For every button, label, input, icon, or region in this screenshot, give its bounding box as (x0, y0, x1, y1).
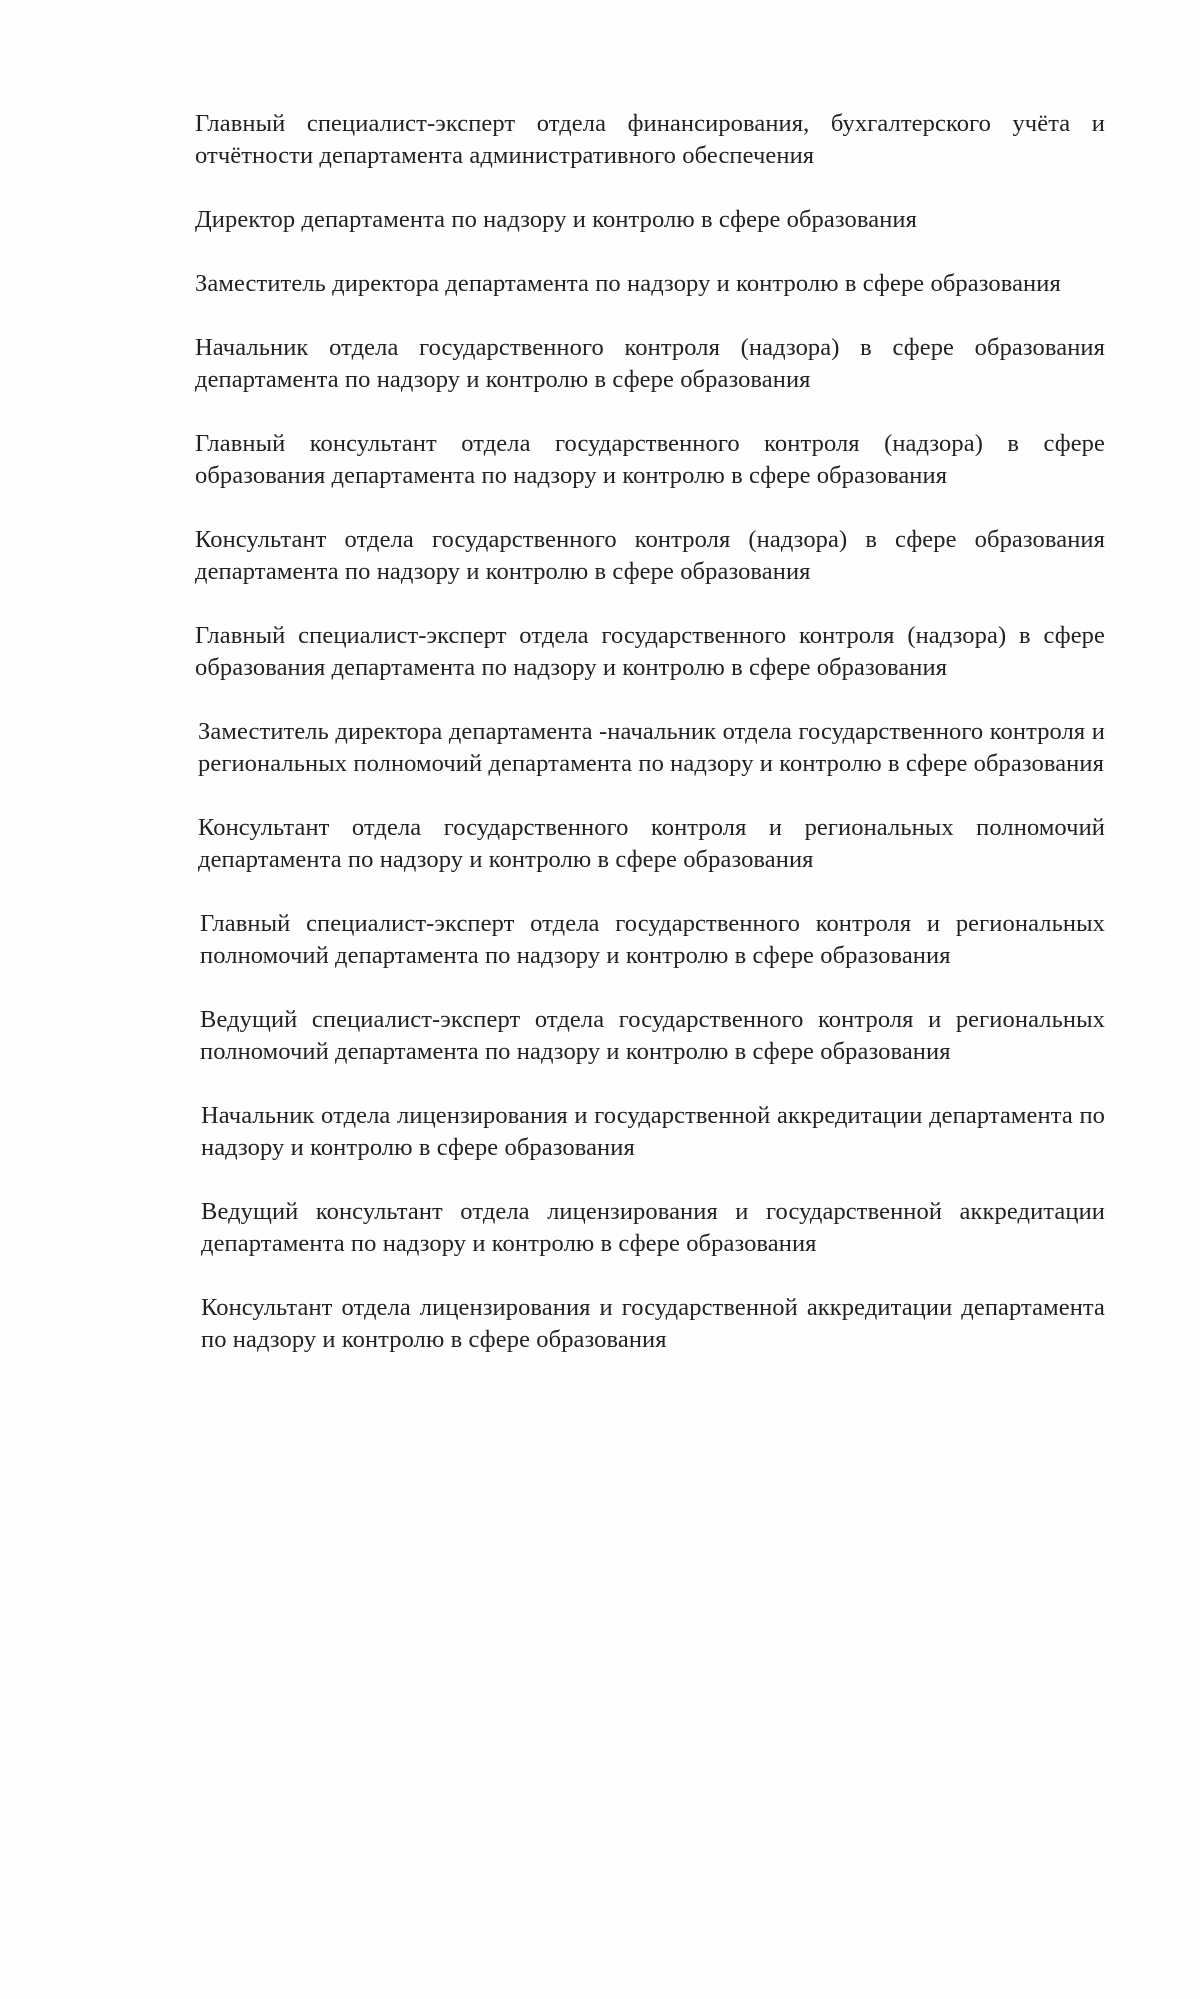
position-entry: Консультант отдела государственного контроля и региональных полномочий департамента по надзору и контролю в сфере образования (198, 814, 1105, 873)
position-entry: Начальник отдела лицензирования и государственной аккредитации департамента по надзору и контролю в сфере образования (201, 1102, 1105, 1161)
position-entry: Консультант отдела лицензирования и государственной аккредитации департамента по надзору и контролю в сфере образования (201, 1294, 1105, 1353)
position-entry: Директор департамента по надзору и контролю в сфере образования (195, 206, 917, 233)
position-list (195, 108, 1105, 1388)
position-entry: Ведущий консультант отдела лицензирования и государственной аккредитации департамента по надзору и контролю в сфере образования (201, 1198, 1105, 1257)
position-entry: Заместитель директора департамента -начальник отдела государственного контроля и региональных полномочий департамента по надзору и контролю в сфере образования (198, 718, 1105, 777)
position-entry: Главный консультант отдела государственного контроля (надзора) в сфере образования департамента по надзору и контролю в сфере образования (195, 430, 1105, 489)
position-entry: Заместитель директора департамента по надзору и контролю в сфере образования (195, 270, 1061, 297)
position-entry: Начальник отдела государственного контроля (надзора) в сфере образования департамента по надзору и контролю в сфере образования (195, 334, 1105, 393)
position-entry: Главный специалист-эксперт отдела государственного контроля (надзора) в сфере образования департамента по надзору и контролю в сфере образования (195, 622, 1105, 681)
position-entry: Главный специалист-эксперт отдела финансирования, бухгалтерского учёта и отчётности департамента административного обеспечения (195, 110, 1105, 169)
position-entry: Главный специалист-эксперт отдела государственного контроля и региональных полномочий департамента по надзору и контролю в сфере образования (200, 910, 1105, 969)
position-entry: Ведущий специалист-эксперт отдела государственного контроля и региональных полномочий департамента по надзору и контролю в сфере образования (200, 1006, 1105, 1065)
position-entry: Консультант отдела государственного контроля (надзора) в сфере образования департамента по надзору и контролю в сфере образования (195, 526, 1105, 585)
